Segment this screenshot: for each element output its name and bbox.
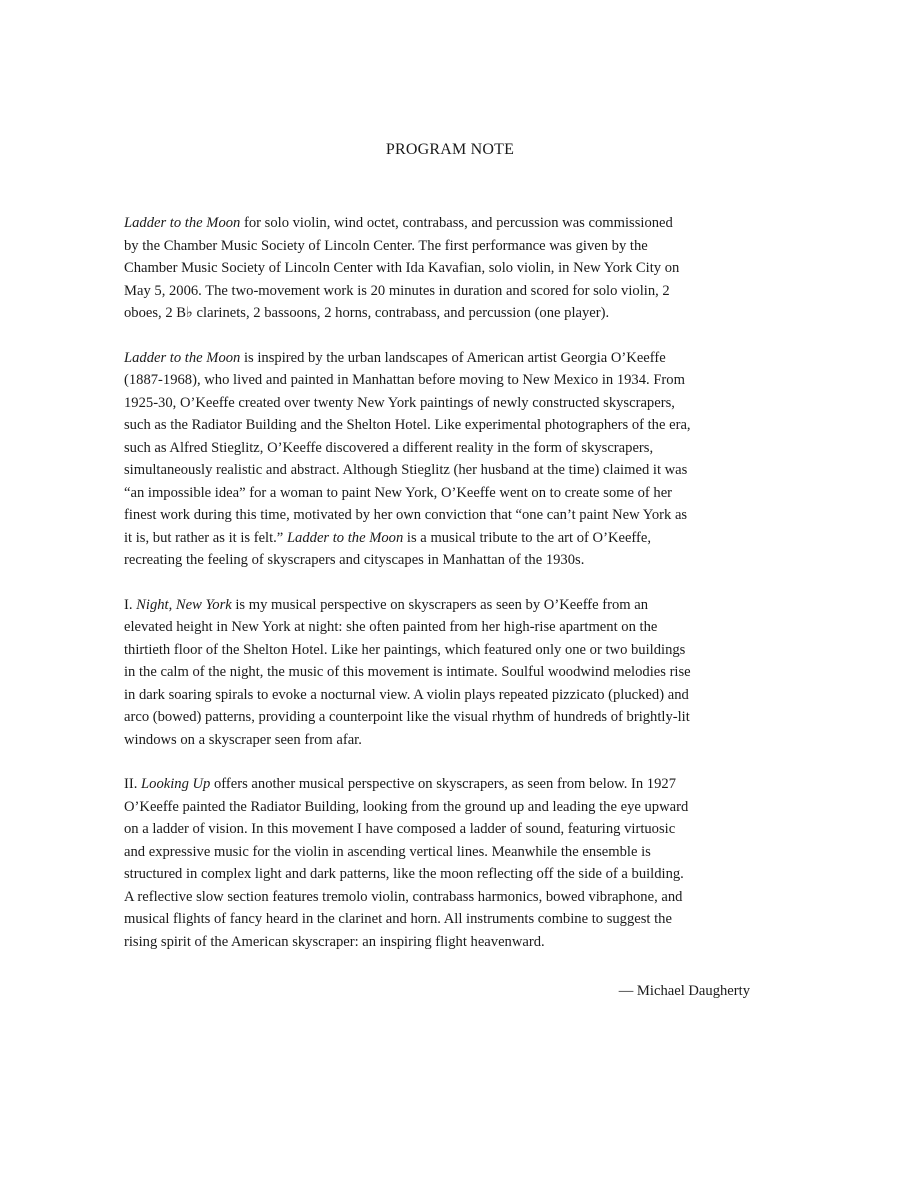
text-run: and expressive music for the violin in ascending vertical lines. Meanwhile the ensemble is	[124, 843, 651, 860]
text-run: “an impossible idea” for a woman to paint New York, O’Keeffe went on to create some of her	[124, 484, 673, 501]
text-run: A reflective slow section features tremolo violin, contrabass harmonics, bowed vibraphone, and	[124, 888, 683, 905]
text-line	[124, 257, 776, 280]
text-line	[124, 796, 776, 819]
italic-title-text: Looking Up	[141, 776, 211, 792]
paragraph-4	[124, 773, 776, 953]
text-line	[124, 616, 776, 639]
paragraph-3	[124, 594, 776, 752]
text-line	[124, 212, 776, 235]
text-run: is inspired by the urban landscapes of American artist Georgia O’Keeffe	[240, 349, 666, 366]
text-line	[124, 886, 776, 909]
text-run: elevated height in New York at night: she often painted from her high-rise apartment on the	[124, 619, 658, 635]
text-line	[124, 706, 776, 729]
text-line	[124, 661, 776, 684]
paragraph-1	[124, 212, 776, 325]
program-note-body	[124, 212, 776, 975]
text-line	[124, 931, 776, 954]
text-run: Chamber Music Society of Lincoln Center with Ida Kavafian, solo violin, in New York City on	[124, 260, 680, 276]
text-line	[124, 527, 776, 550]
text-run: arco (bowed) patterns, providing a counterpoint like the visual rhythm of hundreds of brightly-lit	[124, 709, 690, 725]
text-run: windows on a skyscraper seen from afar.	[124, 731, 362, 748]
author-signature: — Michael Daugherty	[618, 983, 750, 999]
text-run: in dark soaring spirals to evoke a nocturnal view. A violin plays repeated pizzicato (plucked) and	[124, 686, 689, 703]
text-line	[124, 684, 776, 707]
text-run: O’Keeffe painted the Radiator Building, looking from the ground up and leading the eye upward	[124, 798, 689, 815]
text-run: is my musical perspective on skyscrapers as seen by O’Keeffe from an	[231, 596, 649, 613]
text-line	[124, 594, 776, 617]
text-line	[124, 841, 776, 864]
text-run: such as the Radiator Building and the Shelton Hotel. Like experimental photographers of the era,	[124, 417, 691, 433]
text-line	[124, 549, 776, 572]
text-line	[124, 639, 776, 662]
italic-title-text: Ladder to the Moon	[124, 215, 241, 231]
text-run: simultaneously realistic and abstract. Although Stieglitz (her husband at the time) claimed it was	[124, 462, 688, 478]
text-run: II.	[124, 776, 142, 792]
text-line	[124, 280, 776, 303]
text-line	[124, 437, 776, 460]
text-run: musical flights of fancy heard in the clarinet and horn. All instruments combine to suggest the	[124, 911, 672, 927]
text-line	[124, 392, 776, 415]
text-run: rising spirit of the American skyscraper: an inspiring flight heavenward.	[124, 933, 545, 950]
text-line	[124, 818, 776, 841]
text-run: on a ladder of vision. In this movement I have composed a ladder of sound, featuring virtuosic	[124, 821, 676, 837]
text-line	[124, 414, 776, 437]
text-line	[124, 863, 776, 886]
text-line	[124, 369, 776, 392]
text-run: such as Alfred Stieglitz, O’Keeffe discovered a different reality in the form of skyscrapers,	[124, 439, 654, 456]
italic-title-text: Ladder to the Moon	[286, 529, 404, 546]
text-line	[124, 482, 776, 505]
text-run: 1925-30, O’Keeffe created over twenty New York paintings of newly constructed skyscrapers,	[124, 394, 675, 411]
text-run: oboes, 2 B♭ clarinets, 2 bassoons, 2 horns, contrabass, and percussion (one player).	[124, 305, 610, 321]
text-run: in the calm of the night, the music of this movement is intimate. Soulful woodwind melodies rise	[124, 664, 691, 680]
text-run: thirtieth floor of the Shelton Hotel. Like her paintings, which featured only one or two buildings	[124, 641, 686, 658]
text-run: it is, but rather as it is felt.”	[124, 529, 287, 546]
text-run: I.	[124, 596, 137, 613]
paragraph-2	[124, 347, 776, 572]
italic-title-text: Ladder to the Moon	[124, 349, 241, 366]
text-run: by the Chamber Music Society of Lincoln Center. The first performance was given by the	[124, 237, 648, 254]
italic-title-text: Night, New York	[136, 596, 232, 613]
text-run: May 5, 2006. The two-movement work is 20 minutes in duration and scored for solo violin, 2	[124, 282, 670, 299]
text-run: structured in complex light and dark patterns, like the moon reflecting off the side of a building.	[124, 866, 684, 882]
text-run: recreating the feeling of skyscrapers and cityscapes in Manhattan of the 1930s.	[124, 552, 585, 568]
text-line	[124, 504, 776, 527]
text-line	[124, 729, 776, 752]
text-run: offers another musical perspective on skyscrapers, as seen from below. In 1927	[210, 776, 676, 792]
text-line	[124, 302, 776, 325]
text-line	[124, 235, 776, 258]
text-run: finest work during this time, motivated by her own conviction that “one can’t paint New York as	[124, 507, 688, 523]
text-line	[124, 773, 776, 796]
page-title: PROGRAM NOTE	[385, 141, 515, 158]
text-line	[124, 459, 776, 482]
text-line	[124, 347, 776, 370]
text-run: (1887-1968), who lived and painted in Manhattan before moving to New Mexico in 1934. From	[124, 372, 685, 388]
text-line	[124, 908, 776, 931]
text-run: is a musical tribute to the art of O’Keeffe,	[403, 529, 652, 546]
text-run: for solo violin, wind octet, contrabass, and percussion was commissioned	[240, 215, 673, 231]
